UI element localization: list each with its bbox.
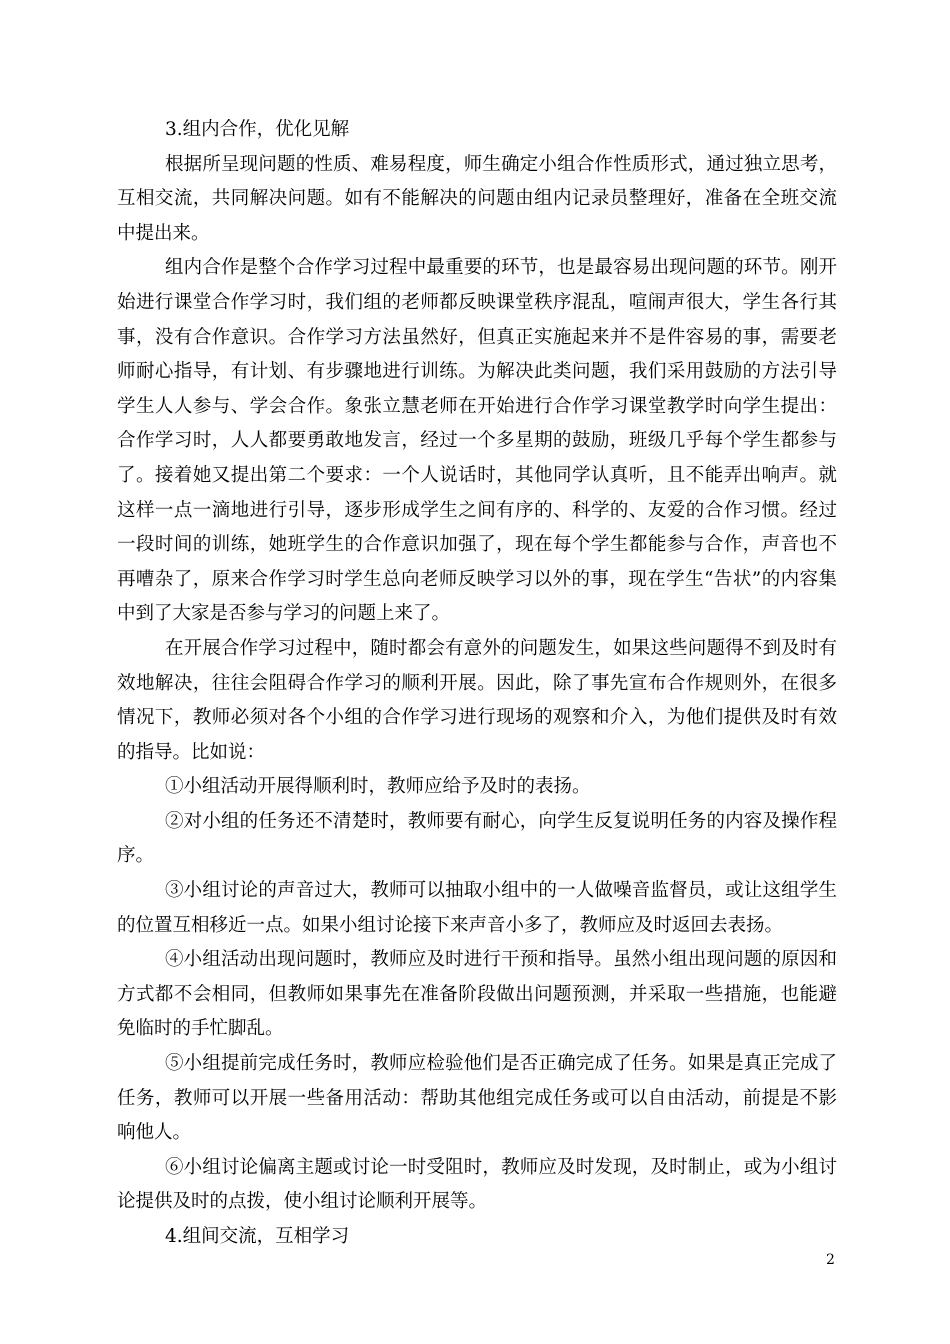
paragraph: 在开展合作学习过程中，随时都会有意外的问题发生，如果这些问题得不到及时有效地解决，往往会阻碍合作学习的顺利开展。因此，除了事先宣布合作规则外，在很多情况下，教师必须对各个小组的合作学习进行现场的观察和介入，为他们提供及时有效的指导。比如说： [117,637,837,763]
list-item: ②对小组的任务还不清楚时，教师要有耐心，向学生反复说明任务的内容及操作程序。 [117,810,837,867]
list-item: ①小组活动开展得顺利时，教师应给予及时的表扬。 [165,776,591,798]
list-item: ③小组讨论的声音过大，教师可以抽取小组中的一人做噪音监督员，或让这组学生的位置互相移近一点。如果小组讨论接下来声音小多了，教师应及时返回去表扬。 [117,880,837,936]
document-body [117,113,837,1255]
section-4-heading: 4.组间交流，互相学习 [165,1226,350,1247]
paragraph: 根据所呈现问题的性质、难易程度，师生确定小组合作性质形式，通过独立思考，互相交流，共同解决问题。如有不能解决的问题由组内记录员整理好，准备在全班交流中提出来。 [117,153,837,244]
list-item: ④小组活动出现问题时，教师应及时进行干预和指导。虽然小组出现问题的原因和方式都不会相同，但教师如果事先在准备阶段做出问题预测，并采取一些措施，也能避免临时的手忙脚乱。 [117,949,837,1040]
paragraph: 组内合作是整个合作学习过程中最重要的环节，也是最容易出现问题的环节。刚开始进行课堂合作学习时，我们组的老师都反映课堂秩序混乱，喧闹声很大，学生各行其事，没有合作意识。合作学习方法虽然好，但真正实施起来并不是件容易的事，需要老师耐心指导，有计划、有步骤地进行训练。为解决此类问题，我们采用鼓励的方法引导学生人人参与、学会合作。象张立慧老师在开始进行合作学习课堂教学时向学生提出：合作学习时，人人都要勇敢地发言，经过一个多星期的鼓励，班级几乎每个学生都参与了。接着她又提出第二个要求：一个人说话时，其他同学认真听，且不能弄出响声。就这样一点一滴地进行引导，逐步形成学生之间有序的、科学的、友爱的合作习惯。经过一段时间的训练，她班学生的合作意识加强了，现在每个学生都能参与合作，声音也不再嘈杂了，原来合作学习时学生总向老师反映学习以外的事，现在学生“告状”的内容集中到了大家是否参与学习的问题上来了。 [117,257,837,625]
list-item: ⑤小组提前完成任务时，教师应检验他们是否正确完成了任务。如果是真正完成了任务，教师可以开展一些备用活动：帮助其他组完成任务或可以自由活动，前提是不影响他人。 [117,1053,837,1144]
list-item: ⑥小组讨论偏离主题或讨论一时受阻时，教师应及时发现，及时制止，或为小组讨论提供及时的点拨，使小组讨论顺利开展等。 [117,1156,837,1213]
page-number: 2 [826,1252,835,1268]
section-3-heading: 3.组内合作，优化见解 [165,119,350,140]
